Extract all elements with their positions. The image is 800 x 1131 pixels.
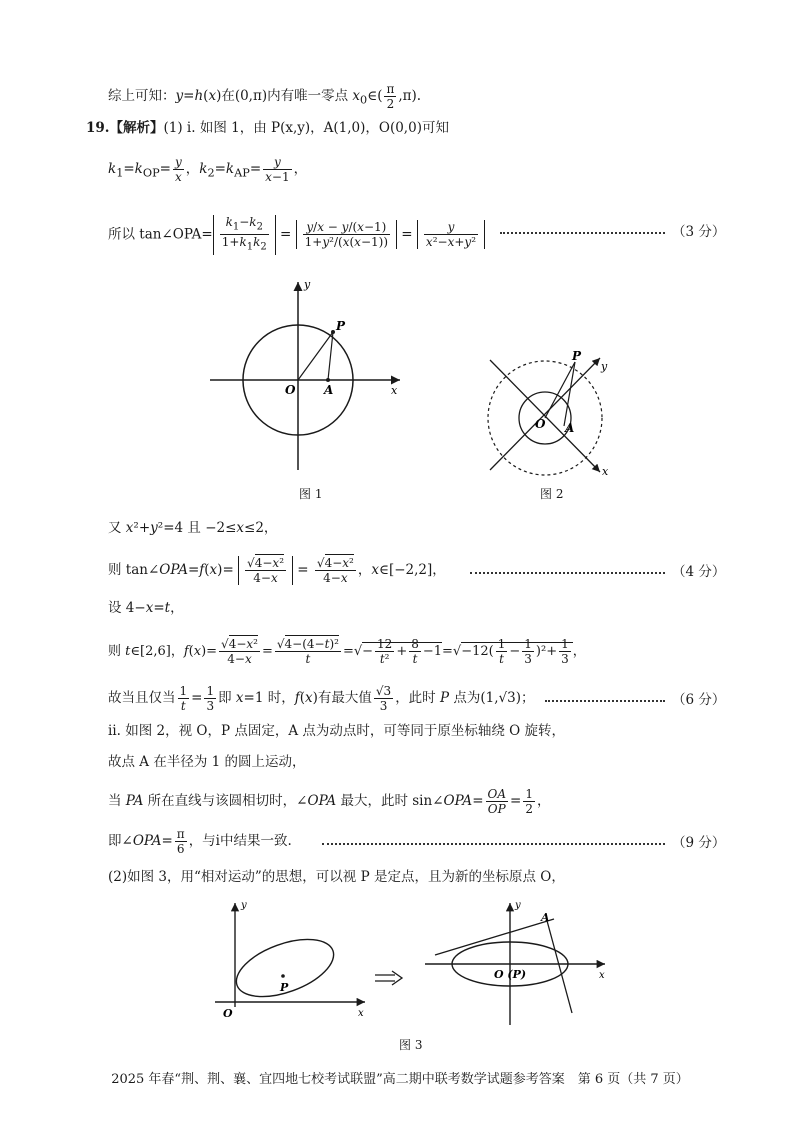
figure-3	[210, 895, 630, 1030]
page-footer: 2025 年春“荆、荆、襄、宜四地七校考试联盟”高二期中联考数学试题参考答案 第 6 页（共 7 页）	[111, 1072, 689, 1087]
max-line: 故当且仅当 $\frac{1}{t}$ = $\frac{1}{3}$ 即 x=1 时，f(x)有最大值 $\frac{√3}{3}$ ，此时 P 点为(1,√3)；	[108, 684, 535, 713]
fig1-caption: 图 1	[299, 487, 323, 501]
fig2-label-P: P	[572, 349, 582, 363]
fig3-left-label-O: O	[223, 1007, 233, 1020]
fig1-segment-OP	[298, 332, 333, 380]
fig2-caption: 图 2	[540, 487, 564, 501]
leader-dots	[470, 572, 665, 574]
leader-dots	[322, 843, 665, 845]
fig1-label-x: x	[391, 384, 398, 397]
score-6: （6 分）	[672, 692, 726, 708]
score-3: （3 分）	[672, 224, 726, 240]
tan-line: 所以 tan∠OPA= $\frac{k_1-k_2}{1+k_1k_2}$ = $\frac{y/x - y/(x-1)}{\text{1+y²/(x(x−1))}}$ = $\frac{y}{\text{x²−x+y²}}$	[108, 215, 485, 255]
fig2-label-x: x	[602, 465, 609, 478]
fig3-left-label-x: x	[358, 1008, 364, 1019]
q19-intro-text: (1) ⅰ. 如图 1，由 P(x,y)，A(1,0)，O(0,0)可知	[163, 120, 449, 136]
fig3-label-OP: O (P)	[494, 968, 527, 981]
figure-2	[475, 340, 635, 480]
slope-line: $k_1=k_{OP}=$ $\frac{y}{x}$ ，$k_2=k_{AP}=$ $\frac{y}{x-1}$ ，	[108, 155, 308, 184]
fig3-caption: 图 3	[399, 1038, 423, 1052]
fig1-segment-AP	[328, 332, 333, 380]
substitution-line: 设 4−x=t，	[108, 600, 184, 616]
fig3-right-label-x: x	[599, 970, 605, 981]
q19-header: 19.【解析】	[86, 120, 164, 136]
fig3-transform-arrow	[375, 971, 402, 985]
part-ii-line: ⅱ. 如图 2，视 O，P 点固定，A 点为动点时，可等同于原坐标轴绕 O 旋转，	[108, 723, 566, 739]
f-line: 则 tan∠OPA=f(x)= $\frac{\text{√4−x²}}{4-x}$ = $\frac{\text{√4−x²}}{4-x}$ ，x∈[−2,2]，	[108, 556, 446, 585]
fig2-x-axis	[490, 360, 600, 472]
fig1-point-P	[331, 330, 335, 334]
fig3-tangent-line	[435, 919, 554, 955]
fig1-label-A: A	[324, 383, 334, 397]
q19-intro	[86, 118, 449, 138]
part-2-line: (2)如图 3，用“相对运动”的思想，可以视 P 是定点，且为新的坐标原点 O，	[108, 869, 565, 885]
fig3-left-label-y: y	[241, 900, 247, 911]
pi6-line: 即∠OPA= $\frac{\pi}{6}$ ，与ⅰ中结果一致.	[108, 827, 292, 856]
fig2-y-axis	[490, 358, 600, 470]
score-4: （4 分）	[672, 564, 726, 580]
conclusion-line: 综上可知：y=h(x)在(0,π)内有唯一零点 $x_0\in$( $\frac{\pi}{2}$ ,π).	[108, 82, 422, 111]
fig1-point-A	[326, 378, 330, 382]
unit-circle-line: 故点 A 在半径为 1 的圆上运动，	[108, 754, 306, 770]
fig1-label-P: P	[336, 319, 346, 333]
fig1-label-O: O	[285, 383, 296, 397]
leader-dots	[500, 232, 665, 234]
tan-prefix: 所以 tan∠OPA=	[108, 226, 213, 243]
fig3-right-label-y: y	[515, 900, 521, 911]
fig2-label-O: O	[535, 417, 546, 431]
figure-1	[205, 270, 415, 475]
fig3-label-A: A	[541, 911, 550, 924]
circle-condition: 又 x²+y²=4 且 −2≤x≤2，	[108, 520, 278, 536]
tangent-line: 当 PA 所在直线与该圆相切时，∠OPA 最大，此时 sin∠OPA= $\frac{OA}{OP}$ = $\frac{1}{2}$ ，	[108, 787, 551, 816]
fig2-label-y: y	[601, 360, 608, 373]
fig3-left-ellipse	[229, 928, 341, 1008]
fig1-label-y: y	[304, 278, 311, 291]
fig3-label-P: P	[280, 981, 289, 994]
fig3-point-P	[281, 974, 285, 978]
fig2-label-A: A	[565, 421, 575, 435]
leader-dots	[545, 700, 665, 702]
score-9: （9 分）	[672, 835, 726, 851]
t-line: 则 t∈[2,6]，f(x)= $\frac{\text{√4−x²}}{4-x}$ = $\frac{\text{√4−(4−t)²}}{t}$ =√− $\frac{12}{\text{t²}}$ + $\frac{8}{t}$ −1=√−12( $\frac{1}{t}$ − $\frac{1}{3}$ )²+ $\frac{1}{3}$ ，	[108, 637, 586, 666]
